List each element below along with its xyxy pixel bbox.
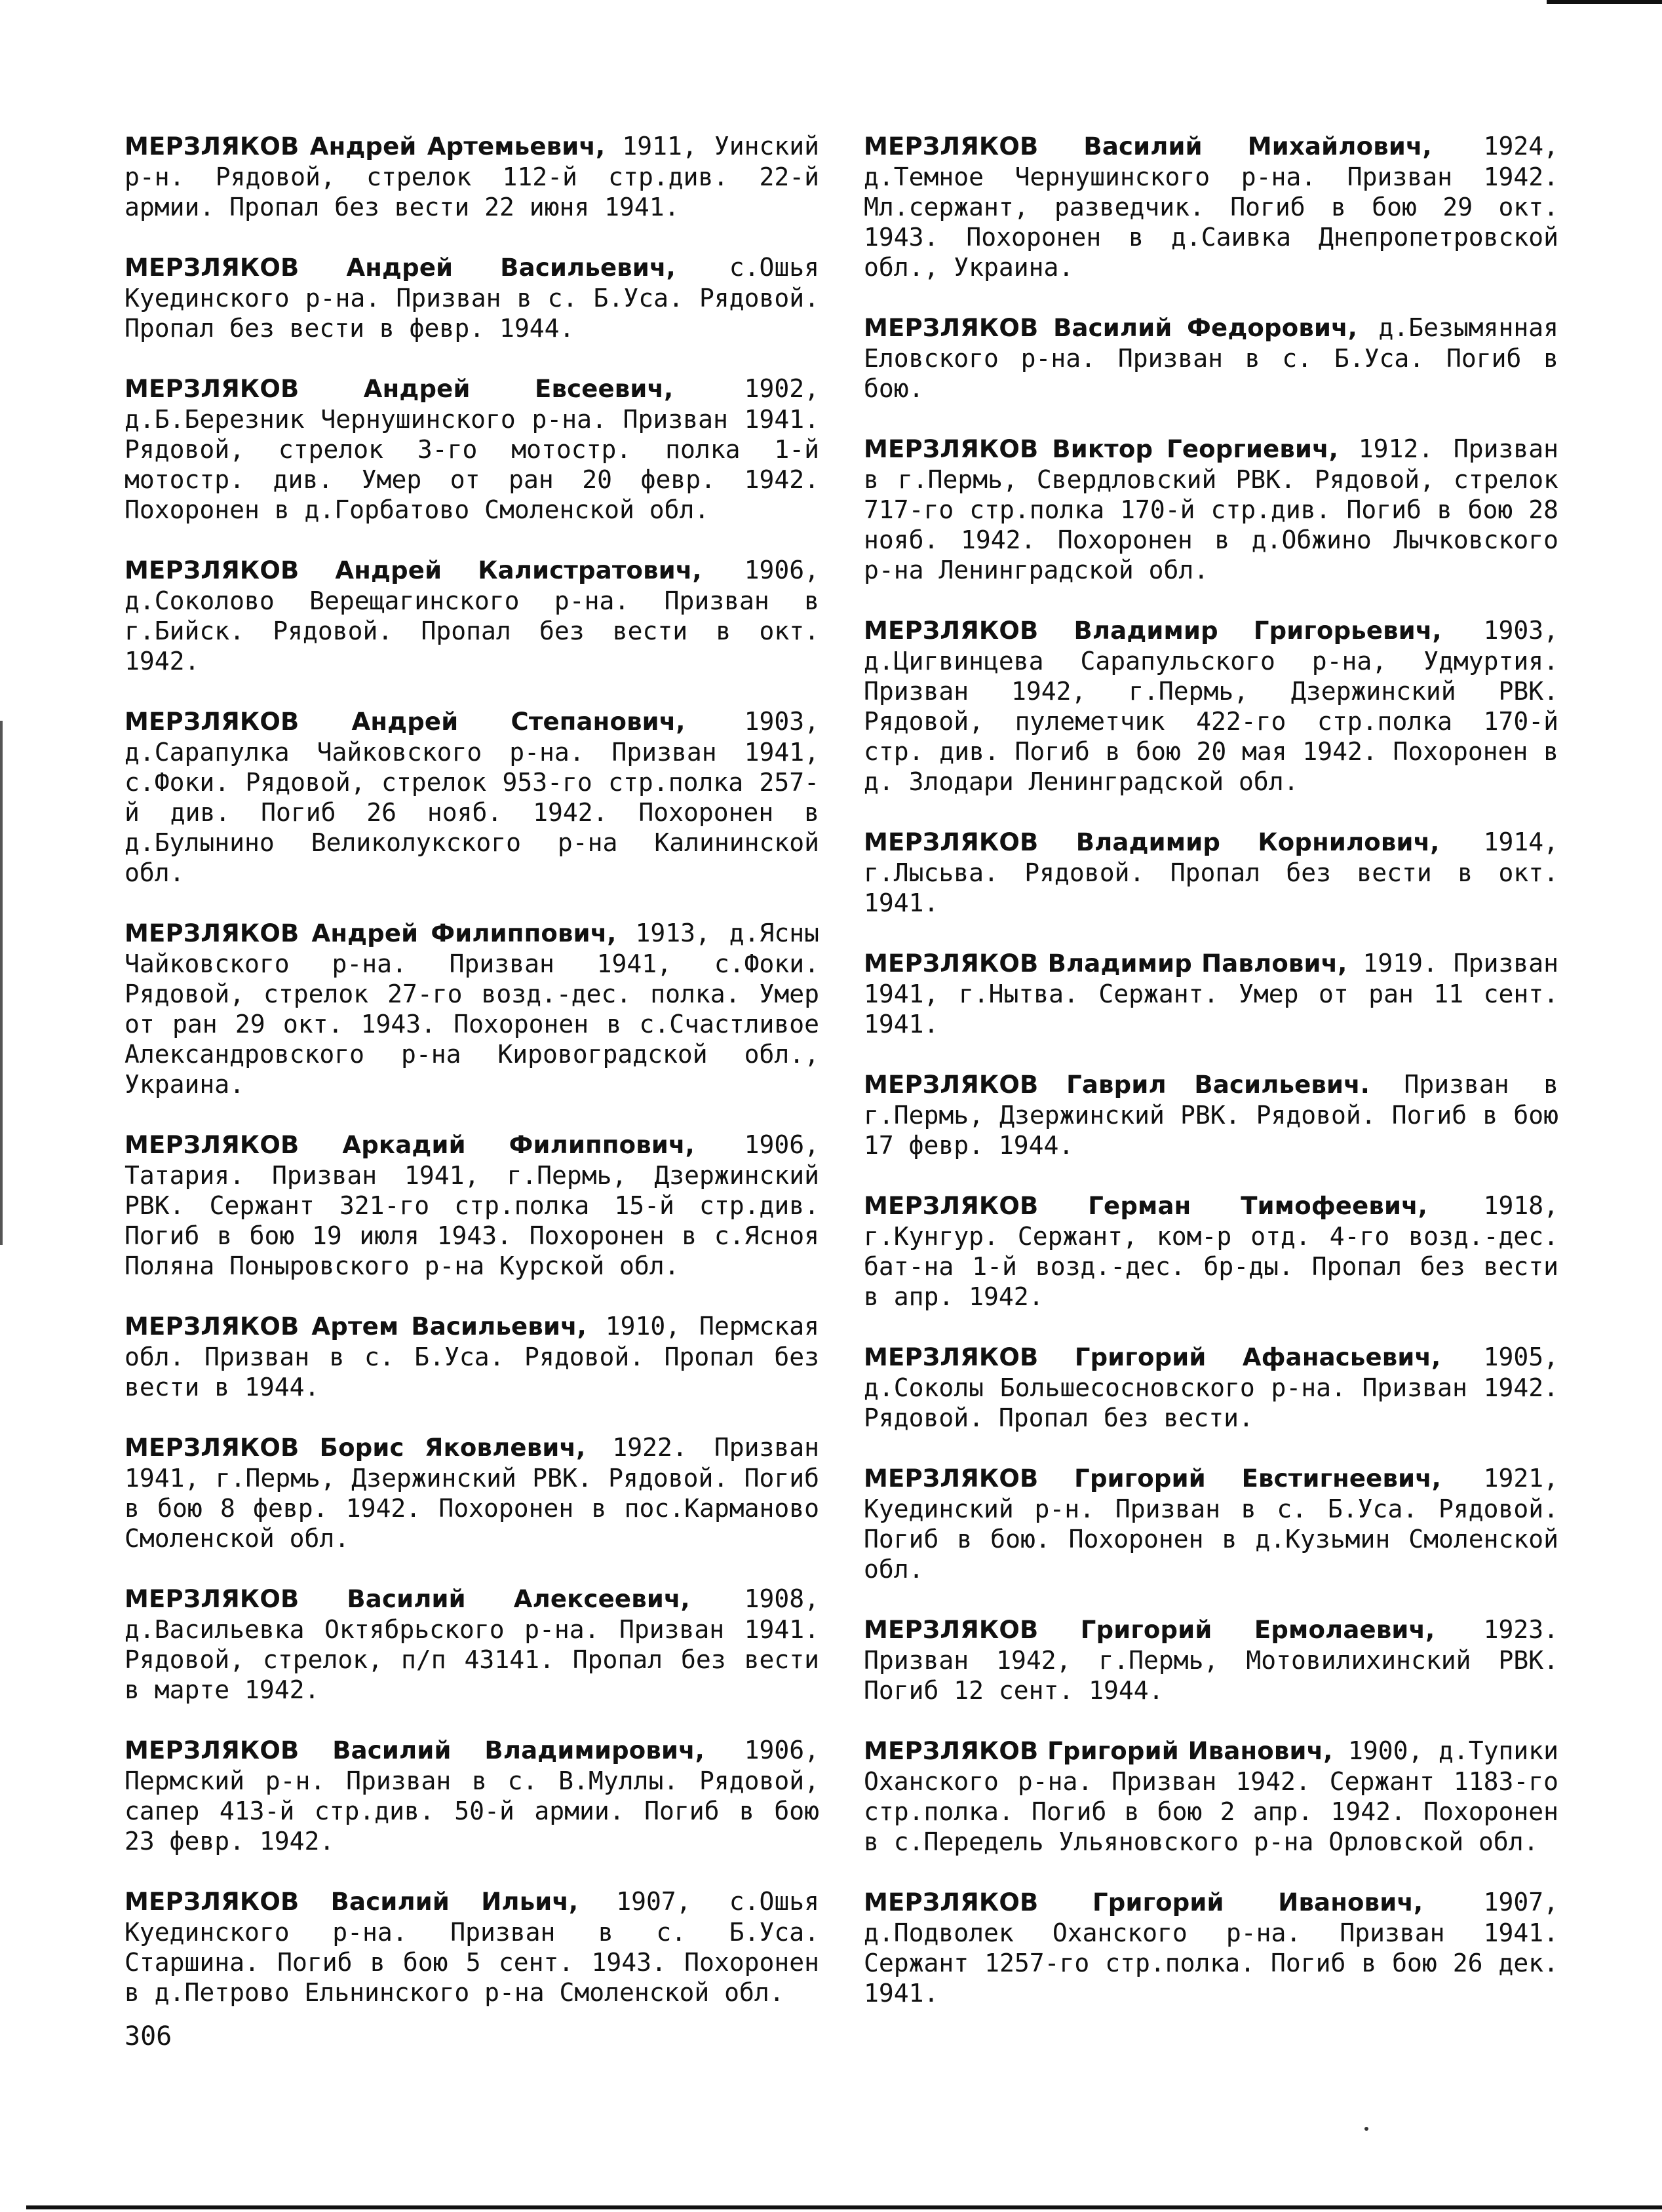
entry-name: МЕРЗЛЯКОВ Андрей Калистратович, xyxy=(125,556,702,584)
entry-name: МЕРЗЛЯКОВ Аркадий Филиппович, xyxy=(125,1131,695,1159)
entry xyxy=(125,706,819,888)
top-edge-line xyxy=(1547,0,1662,4)
left-column xyxy=(125,131,819,2038)
entry-text: 1921, Куединский р-н. Призван в с. Б.Уса. Рядовой. Погиб в бою. Похоронен в д.Кузьмин Смоленской обл. xyxy=(864,1464,1558,1584)
entry xyxy=(864,948,1558,1039)
entry-text: 1918, г.Кунгур. Сержант, ком-р отд. 4-го возд.-дес. бат-на 1-й возд.-дес. бр-ды. Пропал без вести в апр. 1942. xyxy=(864,1191,1558,1311)
entry xyxy=(125,1584,819,1705)
entry-name: МЕРЗЛЯКОВ Артем Васильевич, xyxy=(125,1312,587,1341)
entry-text: 1902, д.Б.Березник Чернушинского р-на. Призван 1941. Рядовой, стрелок 3-го мотостр. полка 1-й мотостр. див. Умер от ран 20 февр. 1942. Похоронен в д.Горбатово Смоленской обл. xyxy=(125,374,819,524)
entry xyxy=(864,615,1558,797)
entry-text: с.Ошья Куединского р-на. Призван в с. Б.Уса. Рядовой. Пропал без вести в февр. 1944. xyxy=(125,253,819,343)
entry xyxy=(864,313,1558,404)
entry xyxy=(864,1342,1558,1433)
entry-text: 1923. Призван 1942, г.Пермь, Мотовилихинский РВК. Погиб 12 сент. 1944. xyxy=(864,1615,1558,1705)
entry-text: Призван в г.Пермь, Дзержинский РВК. Рядовой. Погиб в бою 17 февр. 1944. xyxy=(864,1070,1558,1160)
entry-name: МЕРЗЛЯКОВ Андрей Васильевич, xyxy=(125,254,676,282)
entry-text: 1907, д.Подволек Оханского р-на. Призван 1941. Сержант 1257-го стр.полка. Погиб в бою 26 дек. 1941. xyxy=(864,1888,1558,2008)
entry xyxy=(125,1130,819,1281)
entry-text: 1903, д.Цигвинцева Сарапульского р-на, Удмуртия. Призван 1942, г.Пермь, Дзержинский РВК. Рядовой, пулеметчик 422-го стр.полка 170-й стр. див. Погиб в бою 20 мая 1942. Похоронен в д. Злодари Ленинградской обл. xyxy=(864,616,1558,796)
entry-name: МЕРЗЛЯКОВ Василий Ильич, xyxy=(125,1888,579,1916)
entry xyxy=(864,1614,1558,1706)
entry xyxy=(864,131,1558,282)
entry-name: МЕРЗЛЯКОВ Андрей Степанович, xyxy=(125,708,686,736)
entry-text: 1922. Призван 1941, г.Пермь, Дзержинский РВК. Рядовой. Погиб в бою 8 февр. 1942. Похоронен в пос.Карманово Смоленской обл. xyxy=(125,1433,819,1553)
entry xyxy=(125,1886,819,2008)
entry-text: 1906, д.Соколово Верещагинского р-на. Призван в г.Бийск. Рядовой. Пропал без вести в окт. 1942. xyxy=(125,556,819,676)
entry-name: МЕРЗЛЯКОВ Владимир Григорьевич, xyxy=(864,617,1442,645)
entry-name: МЕРЗЛЯКОВ Григорий Иванович, xyxy=(864,1888,1423,1916)
entry-name: МЕРЗЛЯКОВ Григорий Афанасьевич, xyxy=(864,1343,1441,1371)
entry-text: 1919. Призван 1941, г.Нытва. Сержант. Умер от ран 11 сент. 1941. xyxy=(864,949,1558,1039)
entry-text: 1914, г.Лысьва. Рядовой. Пропал без вести в окт. 1941. xyxy=(864,828,1558,917)
entry-name: МЕРЗЛЯКОВ Василий Владимирович, xyxy=(125,1736,705,1764)
entry xyxy=(125,131,819,222)
entry-name: МЕРЗЛЯКОВ Владимир Павлович, xyxy=(864,949,1347,978)
entry-text: 1900, д.Тупики Оханского р-на. Призван 1942. Сержант 1183-го стр.полка. Погиб в бою 2 апр. 1942. Похоронен в с.Передель Ульяновского р-на Орловской обл. xyxy=(864,1736,1558,1856)
page-number: 306 xyxy=(125,2021,172,2051)
entry xyxy=(125,918,819,1099)
entry-name: МЕРЗЛЯКОВ Василий Алексеевич, xyxy=(125,1585,690,1613)
scan-speck xyxy=(1364,2127,1368,2131)
entry-text: 1906, Татария. Призван 1941, г.Пермь, Дзержинский РВК. Сержант 321-го стр.полка 15-й стр.див. Погиб в бою 19 июля 1943. Похоронен в с.Ясноя Поляна Поныровского р-на Курской обл. xyxy=(125,1130,819,1280)
entry xyxy=(125,373,819,525)
entry-name: МЕРЗЛЯКОВ Владимир Корнилович, xyxy=(864,828,1440,856)
entry-name: МЕРЗЛЯКОВ Андрей Евсеевич, xyxy=(125,375,674,403)
entry xyxy=(864,1191,1558,1312)
entry-name: МЕРЗЛЯКОВ Андрей Артемьевич, xyxy=(125,132,606,161)
entry-name: МЕРЗЛЯКОВ Григорий Евстигнеевич, xyxy=(864,1464,1442,1493)
entry xyxy=(864,827,1558,918)
entry-text: 1912. Призван в г.Пермь, Свердловский РВК. Рядовой, стрелок 717-го стр.полка 170-й стр.див. Погиб в бою 28 нояб. 1942. Похоронен в д.Обжино Лычковского р-на Ленинградской обл. xyxy=(864,434,1558,584)
entry-text: 1910, Пермская обл. Призван в с. Б.Уса. Рядовой. Пропал без вести в 1944. xyxy=(125,1312,819,1402)
entry-name: МЕРЗЛЯКОВ Григорий Ермолаевич, xyxy=(864,1616,1435,1644)
entry xyxy=(125,1311,819,1402)
entry-name: МЕРЗЛЯКОВ Григорий Иванович, xyxy=(864,1737,1333,1765)
entry xyxy=(864,1463,1558,1584)
entry-text: 1905, д.Соколы Большесосновского р-на. Призван 1942. Рядовой. Пропал без вести. xyxy=(864,1343,1558,1432)
entry xyxy=(125,1432,819,1554)
entry-name: МЕРЗЛЯКОВ Герман Тимофеевич, xyxy=(864,1192,1427,1220)
entry-text: 1903, д.Сарапулка Чайковского р-на. Призван 1941, с.Фоки. Рядовой, стрелок 953-го стр.полка 257-й див. Погиб 26 нояб. 1942. Похоронен в д.Булынино Великолукского р-на Калининской обл. xyxy=(125,707,819,887)
entry xyxy=(864,1736,1558,1857)
right-column xyxy=(864,131,1558,2038)
entry xyxy=(864,1887,1558,2008)
entry-name: МЕРЗЛЯКОВ Андрей Филиппович, xyxy=(125,919,617,947)
entry-text: 1907, с.Ошья Куединского р-на. Призван в с. Б.Уса. Старшина. Погиб в бою 5 сент. 1943. Похоронен в д.Петрово Ельнинского р-на Смоленской обл. xyxy=(125,1887,819,2007)
entry xyxy=(864,1069,1558,1160)
entry-text: 1911, Уинский р-н. Рядовой, стрелок 112-й стр.див. 22-й армии. Пропал без вести 22 июня 1941. xyxy=(125,132,819,221)
entry xyxy=(864,434,1558,585)
bottom-edge-line xyxy=(26,2205,1662,2209)
entry-text: д.Безымянная Еловского р-на. Призван в с. Б.Уса. Погиб в бою. xyxy=(864,313,1558,403)
entry xyxy=(125,252,819,343)
entry-name: МЕРЗЛЯКОВ Василий Михайлович, xyxy=(864,132,1432,161)
entry xyxy=(125,555,819,676)
entry-text: 1924, д.Темное Чернушинского р-на. Призван 1942. Мл.сержант, разведчик. Погиб в бою 29 окт. 1943. Похоронен в д.Саивка Днепропетровской обл., Украина. xyxy=(864,132,1558,282)
entry-name: МЕРЗЛЯКОВ Василий Федорович, xyxy=(864,314,1357,342)
entry-text: 1906, Пермский р-н. Призван в с. В.Муллы. Рядовой, сапер 413-й стр.див. 50-й армии. Погиб в бою 23 февр. 1942. xyxy=(125,1736,819,1856)
entry-name: МЕРЗЛЯКОВ Виктор Георгиевич, xyxy=(864,435,1338,463)
entry-text: 1908, д.Васильевка Октябрьского р-на. Призван 1941. Рядовой, стрелок, п/п 43141. Пропал без вести в марте 1942. xyxy=(125,1584,819,1704)
entry xyxy=(125,1735,819,1856)
entry-text: 1913, д.Ясны Чайковского р-на. Призван 1941, с.Фоки. Рядовой, стрелок 27-го возд.-дес. полка. Умер от ран 29 окт. 1943. Похоронен в с.Счастливое Александровского р-на Кировоградской обл., Украина. xyxy=(125,919,819,1099)
entry-name: МЕРЗЛЯКОВ Гаврил Васильевич. xyxy=(864,1071,1370,1099)
entry-name: МЕРЗЛЯКОВ Борис Яковлевич, xyxy=(125,1434,586,1462)
left-edge-line xyxy=(0,721,3,1245)
